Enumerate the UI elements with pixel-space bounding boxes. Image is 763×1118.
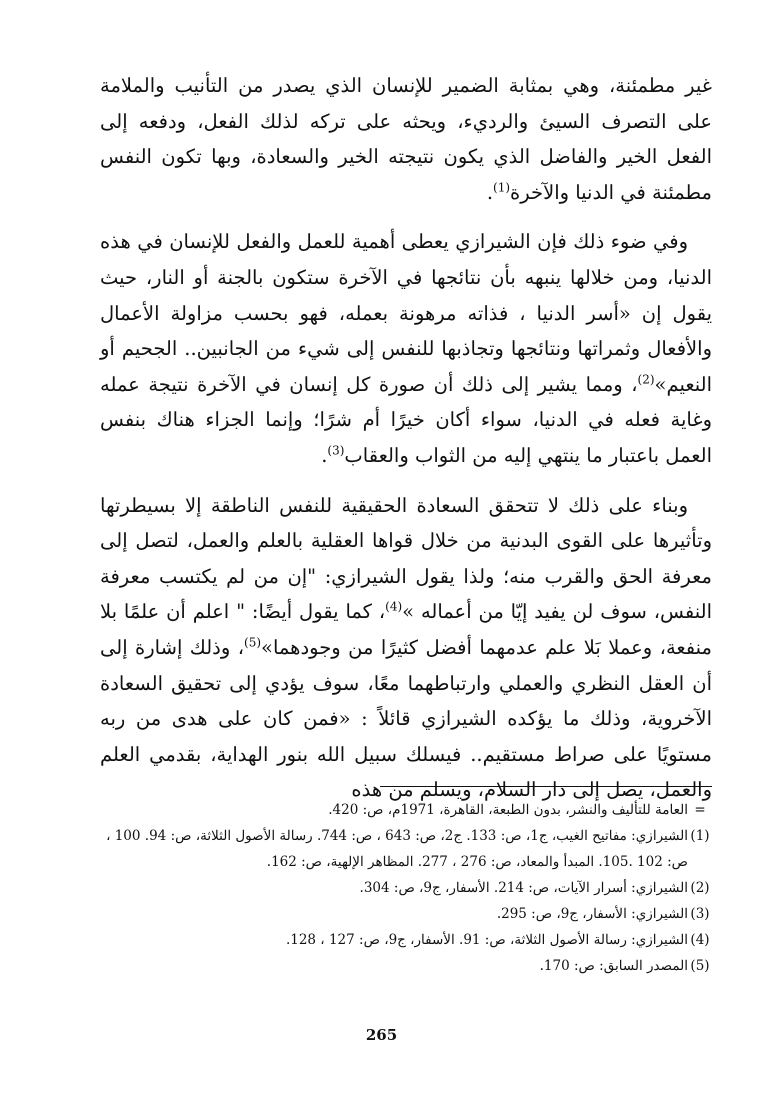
footnote-mark: (5) [690,958,710,974]
footnote-mark: (1) [690,828,710,844]
paragraph-2-middle: ، ومما يشير إلى ذلك أن صورة كل إنسان في الآخرة نتيجة عمله وغاية فعله في الدنيا، سواء أكان خيرًا أم شرًا؛ وإنما الجزاء هناك بنفس العمل باعتبار ما ينتهي إليه من الثواب والعقاب [100,372,712,467]
paragraph-1-text: غير مطمئنة، وهي بمثابة الضمير للإنسان الذي يصدر من التأنيب والملامة على التصرف السيئ والرديء، ويحثه على تركه لذلك الفعل، ودفعه إلى الفعل الخير والفاضل الذي يكون نتيجته الخير والسعادة، وبها تكون النفس مطمئنة في الدنيا والآخرة [100,74,712,204]
page-number: 265 [365,1026,398,1044]
paragraph-2-text: وفي ضوء ذلك فإن الشيرازي يعطى أهمية للعمل والفعل للإنسان في هذه الدنيا، ومن خلالها ينبهه بأن نتائجها في الآخرة ستكون بالجنة أو النار، حيث يقول إن «أسر الدنيا ، فذاته مرهونة بعمله، فهو بحسب مزاولة الأعمال والأفعال وثمراتها ونتائجها وتجاذبها للنفس إلى شيء من الجانبين.. الجحيم أو النعيم» [100,230,712,396]
body-text [100,68,712,822]
footnote-mark: (3) [690,906,710,922]
footnote-5 [100,953,712,979]
footnote-text: الشيرازي: مفاتيح الغيب، ج1، ص: 133. ج2، ص: 643 ، ص: 744. رسالة الأصول الثلاثة، ص: 94. 100 ، ص: 102 .105. المبدأ والمعاد، ص: 276 ، 277. المظاهر الإلهية، ص: 162. [106,828,688,870]
footnote-ref-1: (1) [493,180,511,195]
paragraph-3 [100,488,712,808]
footnote-1 [100,823,712,875]
footnote-2 [100,875,712,901]
footnote-text: المصدر السابق: ص: 170. [539,958,688,974]
paragraph-3-middle: ، كما يقول أيضًا: " اعلم أن علمًا بلا منفعة، وعملا بَلا علم عدمهما أفضل كثيرًا من وجودهما» [100,600,712,659]
footnote-ref-2: (2) [637,372,655,387]
footnote-mark: = [694,802,706,818]
footnote-divider [380,786,712,787]
footnote-ref-3: (3) [327,443,345,458]
footnotes [100,797,712,979]
paragraph-1-tail: . [486,180,494,204]
paragraph-2-tail: . [321,443,328,467]
footnote-continuation [100,797,712,823]
paragraph-3-tail: ، وذلك إشارة إلى أن العقل النظري والعملي وارتباطهما معًا، سوف يؤدي إلى تحقيق السعادة الآخروية، وذلك ما يؤكده الشيرازي قائلاً : «فمن كان على هدى من ربه مستويًا على صراط مستقيم.. فيسلك سبيل الله بنور الهداية، بقدمي العلم والعمل، يصل إلى دار السلام، ويسلم من هذه [100,635,712,802]
footnote-mark: (4) [690,932,710,948]
paragraph-2 [100,224,712,473]
footnote-ref-4: (4) [385,599,403,614]
paragraph-3-text: وبناء على ذلك لا تتحقق السعادة الحقيقية للنفس الناطقة إلا بسيطرتها وتأثيرها على القوى البدنية من خلال قواها العقلية بالعلم والعمل، لتصل إلى معرفة الحق والقرب منه؛ ولذا يقول الشيرازي: "إن من لم يكتسب معرفة النفس، سوف لن يفيد إيّا من أعماله » [100,493,712,624]
footnote-ref-5: (5) [244,635,262,650]
footnote-mark: (2) [690,880,710,896]
footnote-text: العامة للتأليف والنشر، بدون الطبعة، القاهرة، 1971م، ص: 420. [328,802,688,818]
footnote-text: الشيرازي: أسرار الآيات، ص: 214. الأسفار، ج9، ص: 304. [359,880,688,896]
footnote-text: الشيرازي: رسالة الأصول الثلاثة، ص: 91. الأسفار، ج9، ص: 127 ، 128. [285,932,688,948]
footnote-text: الشيرازي: الأسفار، ج9، ص: 295. [496,906,688,922]
paragraph-1 [100,68,712,210]
footnote-3 [100,901,712,927]
footnote-4 [100,927,712,953]
